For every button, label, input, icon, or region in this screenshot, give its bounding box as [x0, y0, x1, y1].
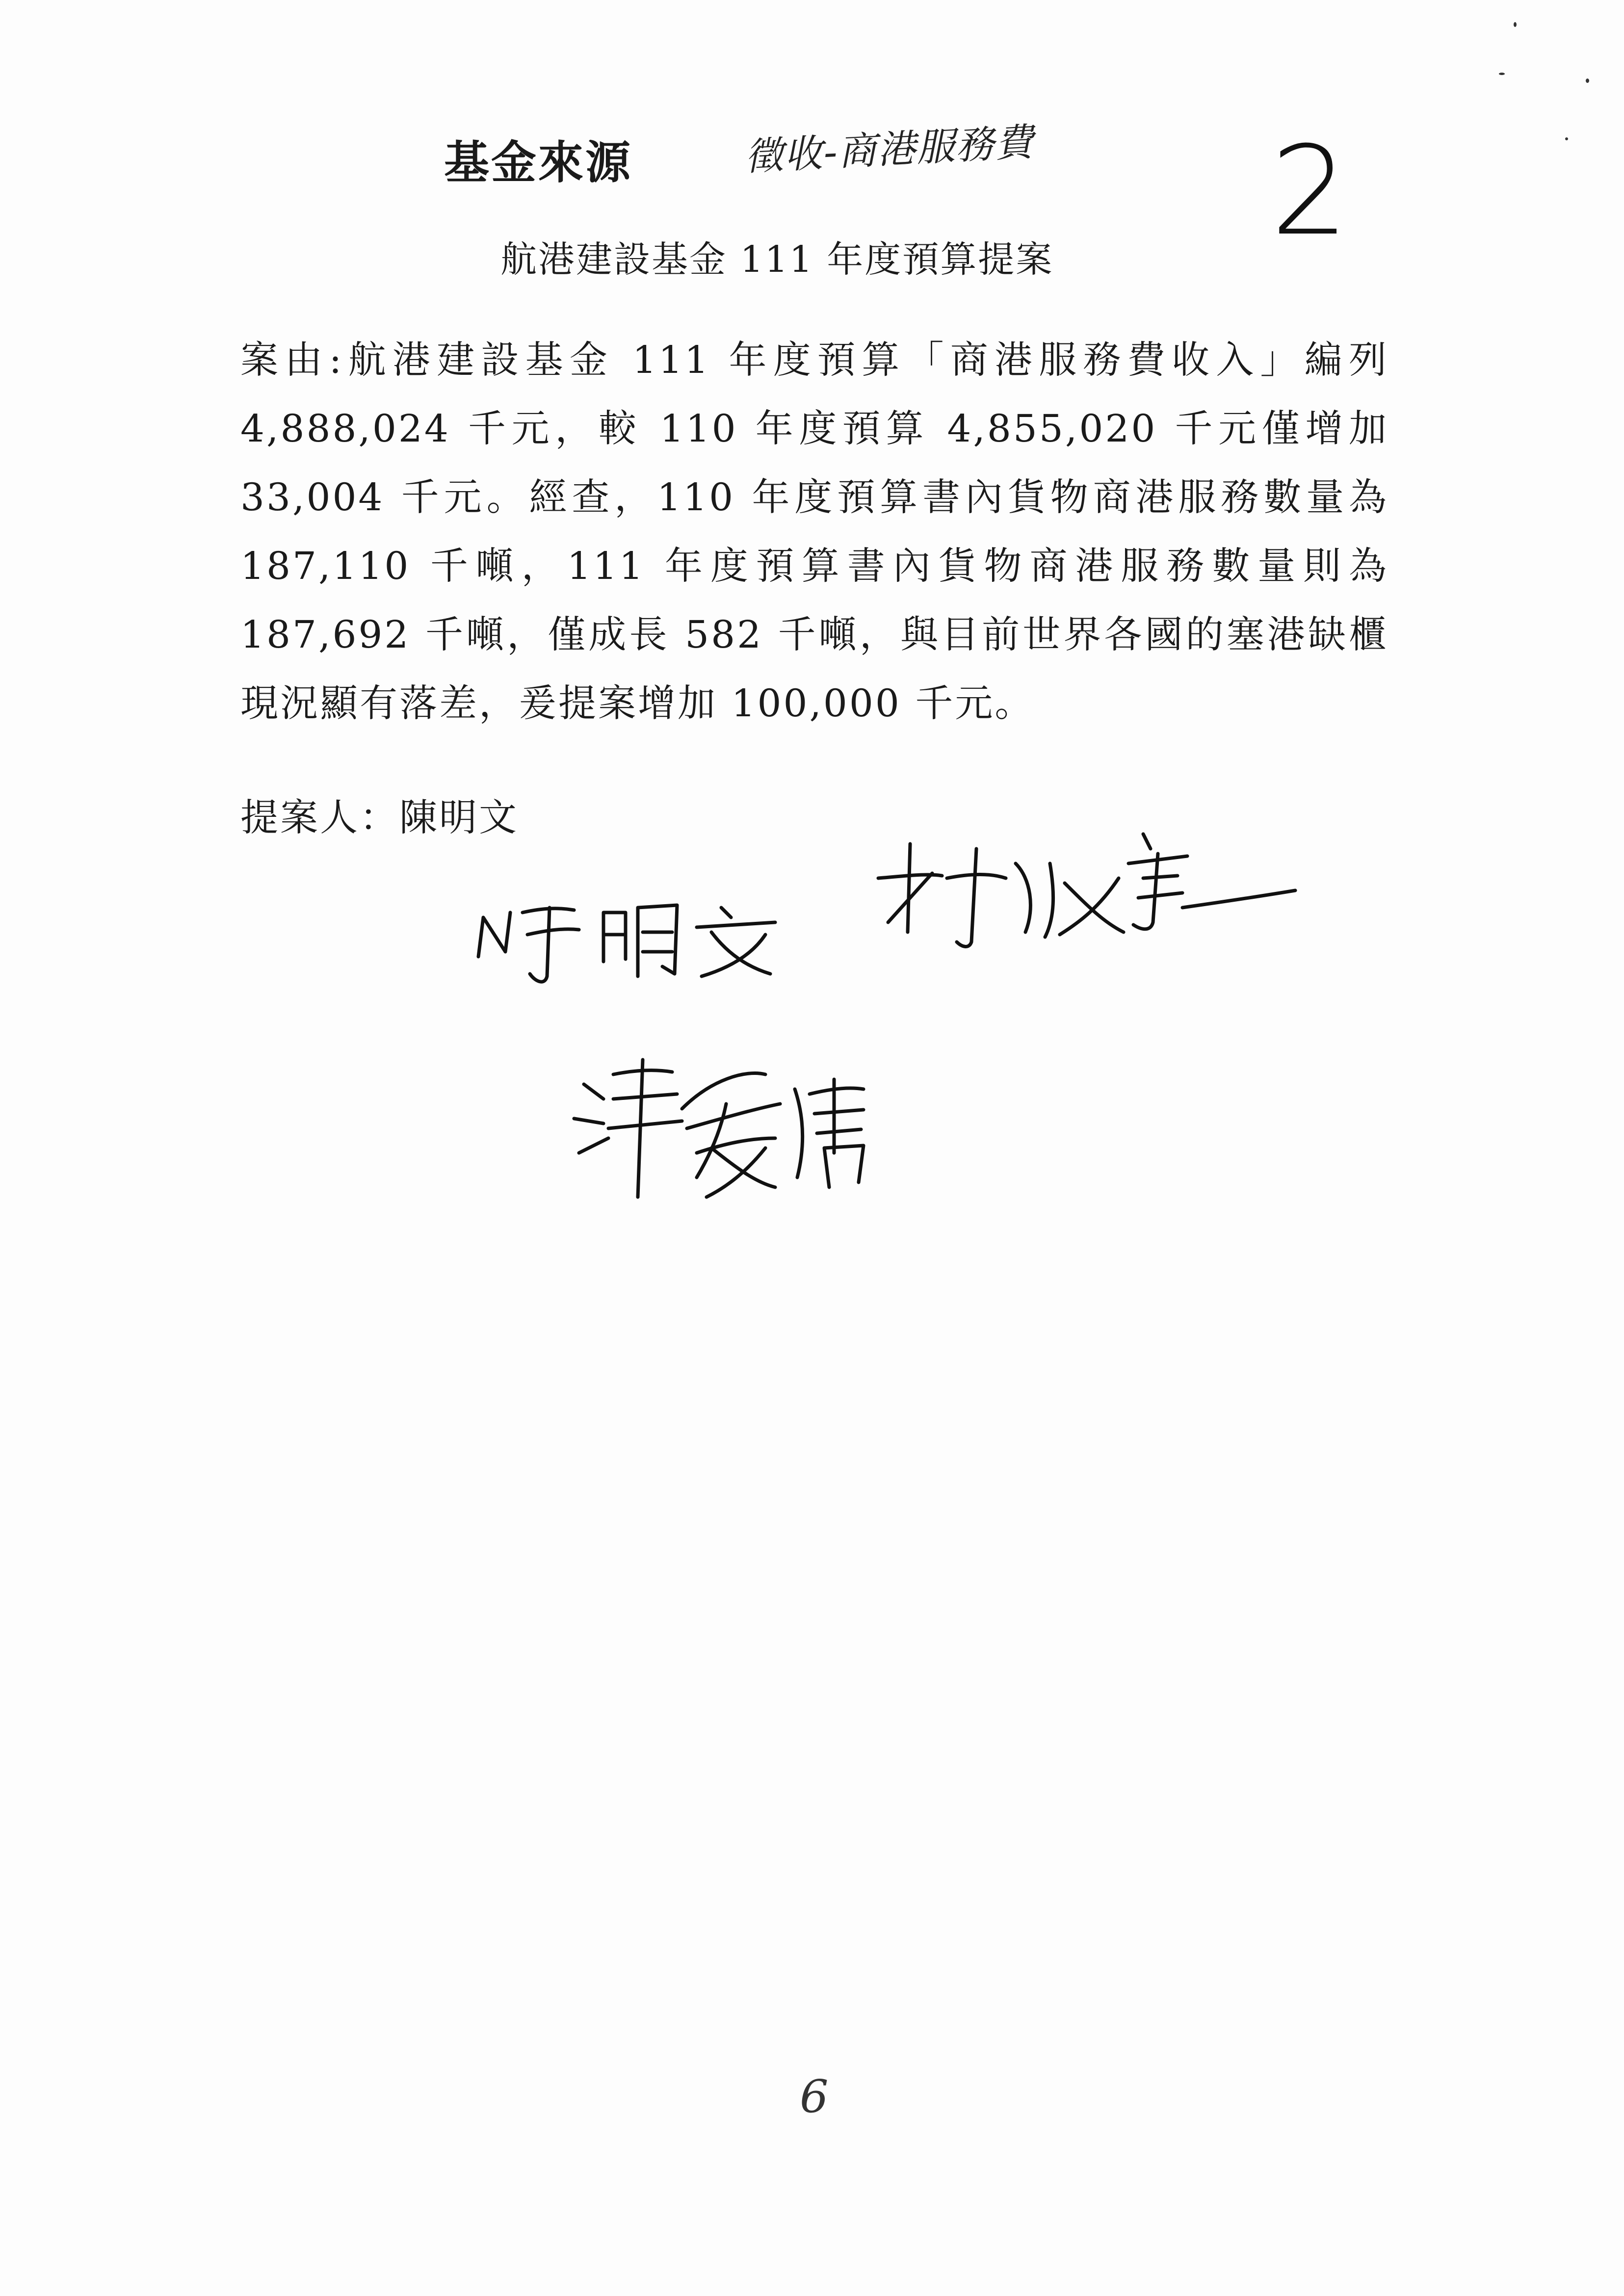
- proposal-body: 案由:航港建設基金 111 年度預算「商港服務費收入」編列 4,888,024 千元，較 110 年度預算 4,855,020 千元僅增加 33,004 千元。經查，110 年度預算書內貨物商港服務數量為 187,110 千噸，111 年度預算書內貨物商港服務數量則為 187,692 千噸，僅成長 582 千噸，與目前世界各國的塞港缺櫃現況顯有落差，爰提案增加 100,000 千元。: [240, 339, 1388, 726]
- handwritten-page-mark: 2: [1271, 120, 1349, 262]
- scan-speck: [1499, 73, 1505, 75]
- scan-speck: [1565, 137, 1568, 140]
- handwritten-note: 徵收-商港服務費: [743, 120, 1035, 180]
- page-number: 6: [800, 2070, 829, 2123]
- fund-source-label: 基金來源: [444, 136, 633, 189]
- proposer-line: 提案人：陳明文: [240, 796, 519, 840]
- scan-speck: [1514, 22, 1517, 27]
- document-title: 航港建設基金 111 年度預算提案: [500, 238, 1054, 281]
- scan-speck: [1586, 78, 1589, 83]
